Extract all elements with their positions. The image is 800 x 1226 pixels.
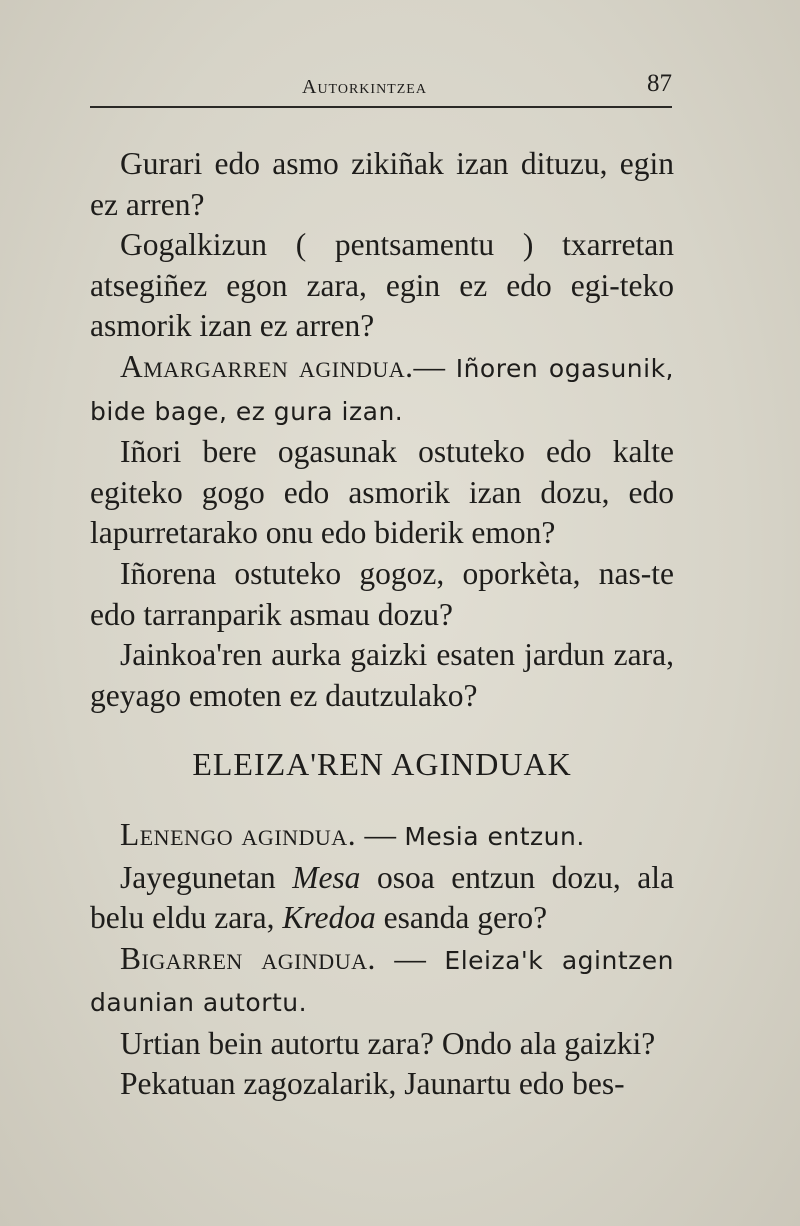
commandment-name: Iñoren ogasunik, bide bage, ez gura izan. [90, 353, 675, 426]
paragraph: Jainkoa'ren aurka gaizki esaten jardun zara, geyago emoten ez dautzulako? [90, 637, 674, 713]
paragraph [90, 858, 674, 939]
italic-term: Mesa [292, 859, 361, 895]
paragraph: Urtian bein autortu zara? Ondo ala gaizki? [120, 1025, 656, 1061]
italic-term: Kredoa [282, 900, 376, 936]
commandment-heading [90, 939, 674, 1024]
commandment-title: Lenengo agindua. — [120, 816, 397, 852]
body-text [90, 144, 674, 1105]
paragraph: Iñorena ostuteko gogoz, oporkèta, nas-te edo tarranparik asmau dozu? [90, 555, 674, 632]
commandment-name: Eleiza'k agintzen daunian autortu. [90, 945, 674, 1018]
text-run: esanda gero? [375, 900, 548, 936]
text-run: osoa entzun dozu, ala belu eldu zara, [90, 859, 674, 936]
paragraph: Iñori bere ogasunak ostuteko edo kalte egiteko gogo edo asmorik izan dozu, edo lapurretarako onu edo biderik emon? [90, 434, 674, 551]
text-run: Jayegunetan [120, 859, 293, 895]
commandment-title: Bigarren agindua. — [120, 940, 427, 976]
section-heading: ELEIZA'REN AGINDUAK [192, 746, 572, 783]
page-number: 87 [647, 70, 672, 97]
paragraph: Gurari edo asmo zikiñak izan dituzu, egin ez arren? [90, 146, 674, 222]
paragraph: Gogalkizun ( pentsamentu ) txarretan atsegiñez egon zara, egin ez edo egi-teko asmorik izan ez arren? [90, 227, 674, 344]
commandment-heading [90, 347, 674, 432]
running-head [90, 70, 672, 108]
commandment-heading [90, 815, 674, 858]
paragraph: Pekatuan zagozalarik, Jaunartu edo bes- [120, 1066, 625, 1102]
running-title: Autorkintzea [302, 76, 427, 98]
commandment-name: Mesia entzun. [404, 821, 585, 851]
commandment-title: Amargarren agindua.— [120, 348, 446, 384]
